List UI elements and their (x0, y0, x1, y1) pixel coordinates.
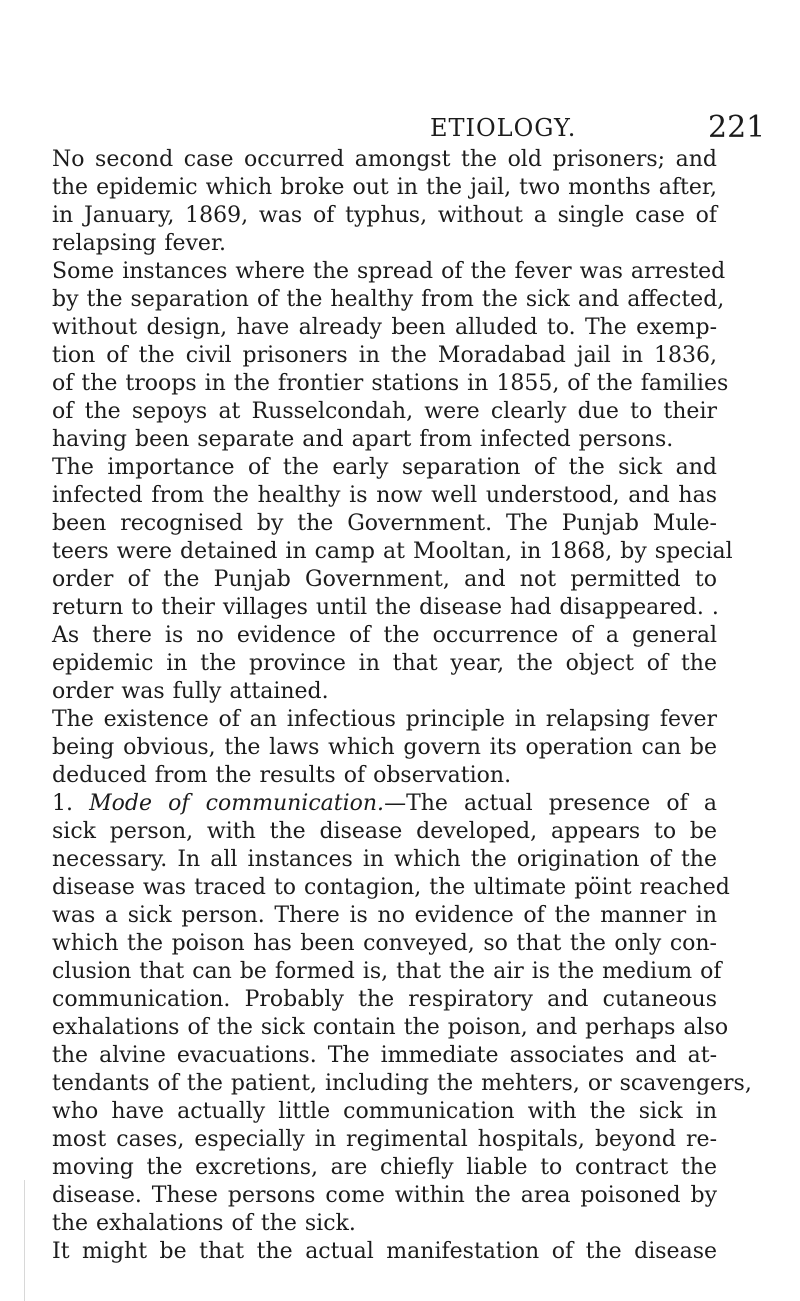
text-line: infected from the healthy is now well understood, and has (52, 483, 717, 508)
text-line: moving the excretions, are chiefly liable to contract the (52, 1155, 717, 1180)
text-line: being obvious, the laws which govern its operation can be (52, 735, 717, 760)
text-line: by the separation of the healthy from the sick and affected, (52, 287, 725, 312)
text-line: epidemic in the province in that year, the object of the (52, 651, 717, 676)
text-line: exhalations of the sick contain the poison, and perhaps also (52, 1015, 729, 1040)
text-line: without design, have already been alluded to. The exemp- (52, 315, 717, 340)
text-line: in January, 1869, was of typhus, without a single case of (52, 203, 717, 228)
text-line: The importance of the early separation of the sick and (52, 455, 717, 480)
gutter-shadow (24, 1180, 25, 1301)
text-line: of the sepoys at Russelcondah, were clearly due to their (52, 399, 717, 424)
text-line: of the troops in the frontier stations in 1855, of the families (52, 371, 729, 396)
running-header (0, 110, 800, 150)
text-line: order was fully attained. (52, 679, 329, 704)
text-line: who have actually little communication with the sick in (52, 1099, 717, 1124)
text-line: tendants of the patient, including the mehters, or scavengers, (52, 1071, 752, 1096)
text-line: clusion that can be formed is, that the air is the medium of (52, 959, 722, 984)
text-line: teers were detained in camp at Mooltan, in 1868, by special (52, 539, 733, 564)
text-line: sick person, with the disease developed, appears to be (52, 819, 717, 844)
section-lead-text: —The actual presence of a (384, 791, 717, 816)
text-line: communication. Probably the respiratory and cutaneous (52, 987, 717, 1012)
text-line: which the poison has been conveyed, so that the only con- (52, 931, 717, 956)
text-line: disease was traced to contagion, the ultimate pöint reached (52, 875, 730, 900)
text-line: It might be that the actual manifestation of the disease (52, 1239, 717, 1264)
text-line: was a sick person. There is no evidence of the manner in (52, 903, 717, 928)
text-line (52, 790, 717, 818)
text-line: return to their villages until the disease had disappeared. . (52, 595, 719, 620)
section-heading: Mode of communication. (89, 791, 385, 816)
text-line: the epidemic which broke out in the jail, two months after, (52, 175, 717, 200)
text-line: Some instances where the spread of the fever was arrested (52, 259, 726, 284)
text-line: deduced from the results of observation. (52, 763, 512, 788)
text-line: relapsing fever. (52, 231, 227, 256)
text-line: The existence of an infectious principle in relapsing fever (52, 707, 717, 732)
text-line: As there is no evidence of the occurrence of a general (52, 623, 717, 648)
text-line: most cases, especially in regimental hospitals, beyond re- (52, 1127, 717, 1152)
section-number: 1. (52, 791, 73, 816)
page-number: 221 (708, 110, 766, 145)
text-line: having been separate and apart from infected persons. (52, 427, 674, 452)
text-line: order of the Punjab Government, and not permitted to (52, 567, 717, 592)
text-line: the alvine evacuations. The immediate associates and at- (52, 1043, 717, 1068)
text-line: necessary. In all instances in which the origination of the (52, 847, 717, 872)
text-line: No second case occurred amongst the old prisoners; and (52, 147, 717, 172)
text-line: disease. These persons come within the area poisoned by (52, 1183, 717, 1208)
text-line: been recognised by the Government. The Punjab Mule- (52, 511, 717, 536)
text-line: the exhalations of the sick. (52, 1211, 356, 1236)
running-title: ETIOLOGY. (430, 114, 577, 142)
text-line: tion of the civil prisoners in the Moradabad jail in 1836, (52, 343, 717, 368)
